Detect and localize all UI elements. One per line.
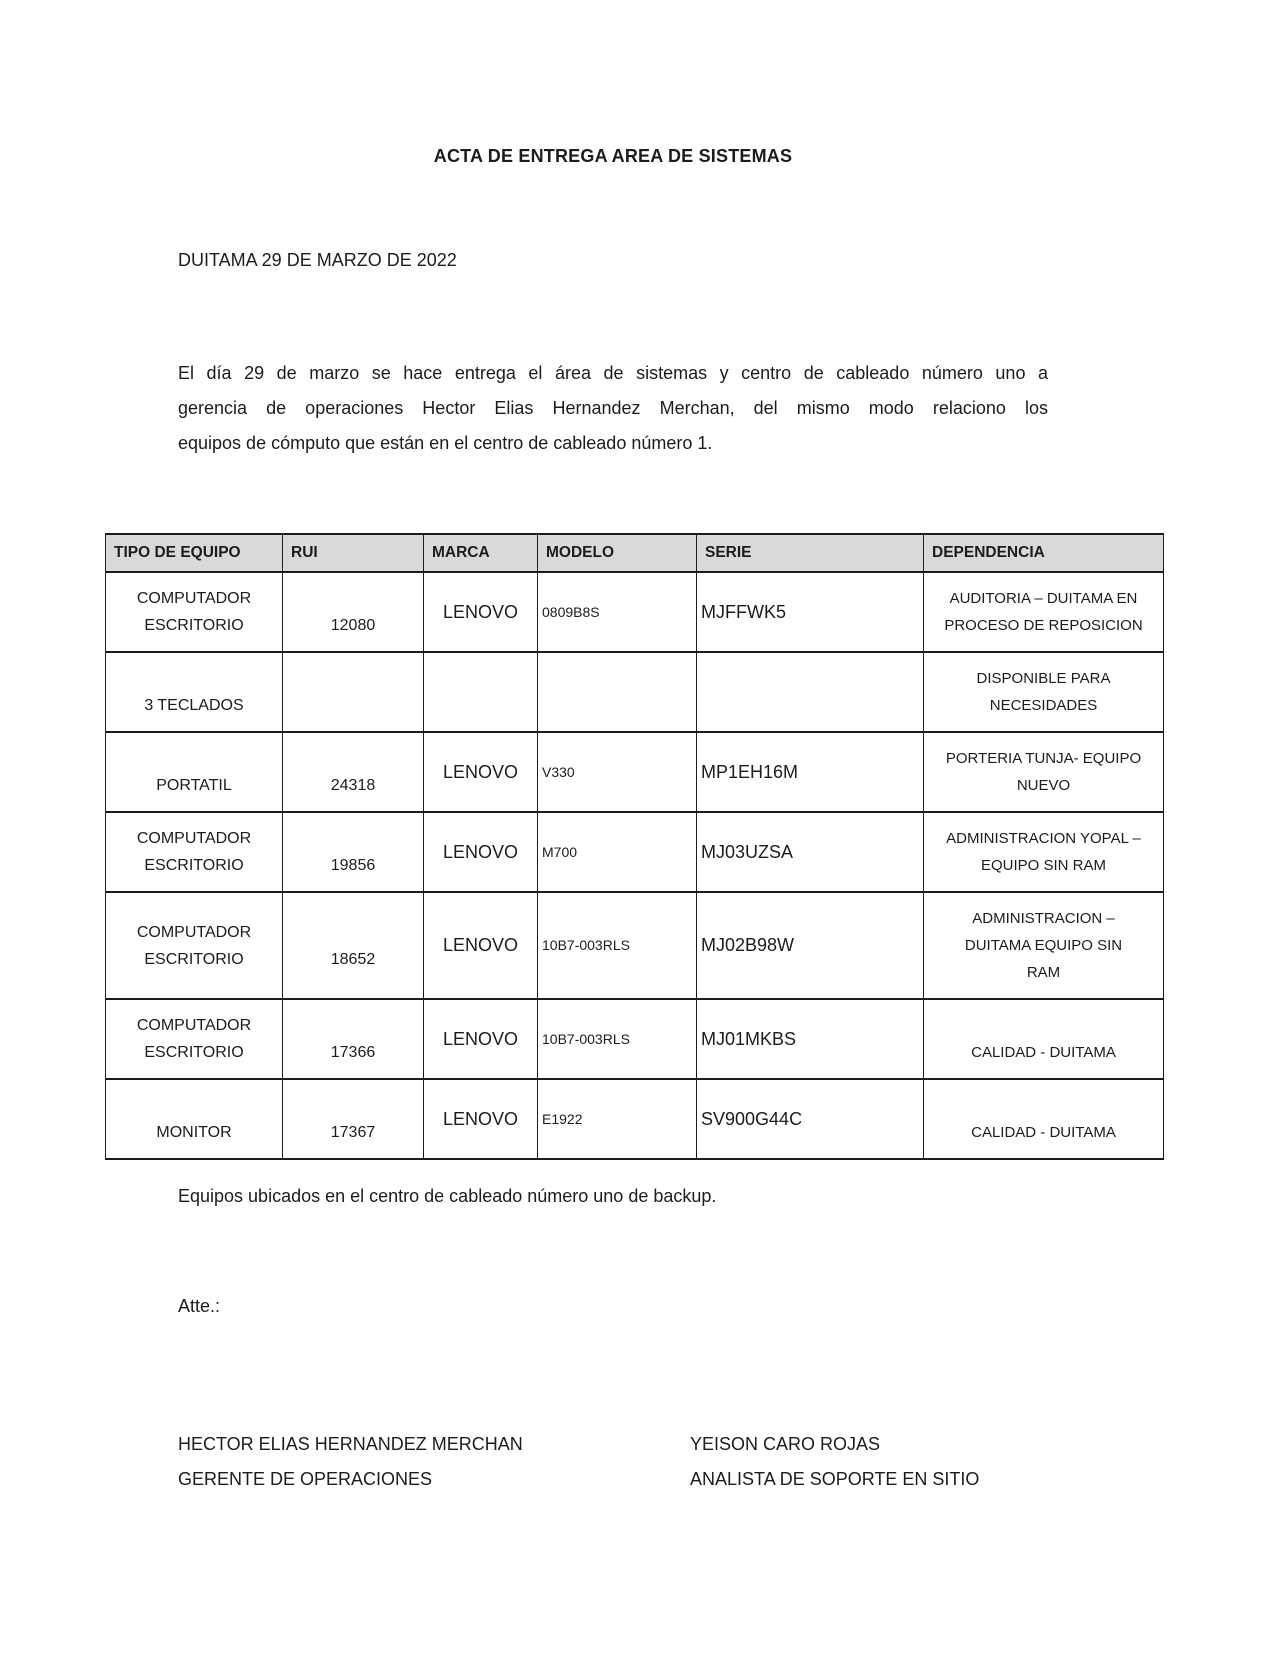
cell-line: ESCRITORIO — [144, 950, 244, 968]
cell-modelo — [538, 812, 697, 892]
cell-line: DUITAMA EQUIPO SIN — [964, 937, 1123, 954]
cell-line — [428, 679, 533, 706]
cell-line: NUEVO — [1016, 777, 1071, 794]
equipment-row — [106, 892, 1164, 999]
cell-line: COMPUTADOR — [136, 590, 252, 607]
paragraph-line: equipos de cómputo que están en el centro de cableado número 1. — [178, 433, 713, 453]
cell-line — [287, 665, 419, 692]
cell-line: MJ03UZSA — [701, 841, 794, 862]
cell-line: DISPONIBLE PARA — [976, 670, 1111, 687]
document-title: ACTA DE ENTREGA AREA DE SISTEMAS — [433, 146, 793, 166]
equipment-row — [106, 1079, 1164, 1159]
cell-line — [928, 1092, 1159, 1119]
column-header: MODELO — [538, 534, 697, 572]
cell-line: 3 TECLADOS — [144, 697, 244, 714]
cell-line — [287, 1012, 419, 1039]
cell-marca — [424, 892, 538, 999]
cell-line — [287, 825, 419, 852]
equipment-row — [106, 812, 1164, 892]
cell-line — [287, 692, 419, 719]
equipment-row — [106, 732, 1164, 812]
signature-name: YEISON CARO ROJAS — [690, 1434, 881, 1454]
cell-marca — [424, 812, 538, 892]
cell-serie — [697, 1079, 924, 1159]
cell-line: V330 — [542, 763, 575, 780]
cell-dependencia — [924, 812, 1164, 892]
cell-line: M700 — [542, 843, 578, 860]
cell-line: LENOVO — [442, 601, 519, 622]
cell-modelo — [538, 732, 697, 812]
cell-rui — [283, 999, 424, 1079]
cell-tipo — [106, 652, 283, 732]
cell-dependencia — [924, 652, 1164, 732]
cell-serie — [697, 572, 924, 652]
cell-line: COMPUTADOR — [136, 830, 252, 847]
cell-line: PORTERIA TUNJA- EQUIPO — [945, 750, 1142, 767]
cell-rui — [283, 892, 424, 999]
equipment-table-body — [106, 572, 1164, 1159]
cell-line: PROCESO DE REPOSICION — [944, 617, 1143, 634]
cell-rui — [283, 572, 424, 652]
cell-line: 17367 — [330, 1124, 376, 1141]
cell-line: EQUIPO SIN RAM — [980, 857, 1107, 874]
cell-rui — [283, 732, 424, 812]
cell-line: 12080 — [330, 617, 376, 634]
cell-line — [110, 665, 278, 692]
cell-line: LENOVO — [442, 761, 519, 782]
cell-line: 10B7-003RLS — [542, 937, 630, 953]
cell-dependencia — [924, 572, 1164, 652]
cell-marca — [424, 572, 538, 652]
cell-serie — [697, 892, 924, 999]
cell-line: RAM — [1026, 964, 1061, 981]
cell-dependencia — [924, 732, 1164, 812]
cell-line — [287, 919, 419, 946]
column-header: MARCA — [424, 534, 538, 572]
cell-marca — [424, 652, 538, 732]
cell-line — [287, 745, 419, 772]
signature-name: HECTOR ELIAS HERNANDEZ MERCHAN — [178, 1434, 523, 1454]
cell-serie — [697, 732, 924, 812]
cell-modelo — [538, 572, 697, 652]
cell-line: CALIDAD - DUITAMA — [971, 1044, 1116, 1061]
cell-serie — [697, 812, 924, 892]
equipment-table-wrapper — [105, 533, 1164, 1160]
cell-line: MONITOR — [156, 1124, 232, 1141]
cell-line — [287, 1092, 419, 1119]
cell-marca — [424, 732, 538, 812]
cell-line: MJ01MKBS — [701, 1028, 797, 1049]
equipment-row — [106, 652, 1164, 732]
cell-line: ADMINISTRACION YOPAL – — [946, 830, 1141, 847]
cell-line: 18652 — [330, 950, 376, 968]
cell-rui — [283, 652, 424, 732]
cell-line: 19856 — [330, 857, 376, 874]
cell-line: AUDITORIA – DUITAMA EN — [949, 590, 1138, 607]
cell-marca — [424, 999, 538, 1079]
date-line: DUITAMA 29 DE MARZO DE 2022 — [178, 250, 457, 270]
cell-modelo — [538, 1079, 697, 1159]
cell-line: CALIDAD - DUITAMA — [971, 1124, 1116, 1141]
cell-line: MJ02B98W — [701, 935, 795, 955]
cell-line: LENOVO — [442, 935, 519, 955]
cell-tipo — [106, 812, 283, 892]
cell-line: E1922 — [542, 1110, 583, 1127]
attention-label: Atte.: — [178, 1296, 221, 1316]
cell-line: ESCRITORIO — [144, 1044, 244, 1061]
cell-line: MJFFWK5 — [701, 601, 786, 622]
cell-line: COMPUTADOR — [136, 1017, 252, 1034]
cell-tipo — [106, 892, 283, 999]
signature-block-right — [690, 1427, 979, 1497]
cell-tipo — [106, 732, 283, 812]
cell-line — [110, 745, 278, 772]
signature-block-left — [178, 1427, 523, 1497]
cell-line: COMPUTADOR — [136, 923, 252, 941]
cell-line — [110, 1092, 278, 1119]
cell-rui — [283, 1079, 424, 1159]
cell-modelo — [538, 892, 697, 999]
cell-line: ESCRITORIO — [144, 857, 244, 874]
cell-tipo — [106, 1079, 283, 1159]
cell-line: 17366 — [330, 1044, 376, 1061]
equipment-table — [105, 533, 1164, 1160]
cell-dependencia — [924, 999, 1164, 1079]
cell-line — [542, 679, 692, 706]
signature-role: ANALISTA DE SOPORTE EN SITIO — [690, 1469, 980, 1489]
cell-line: ESCRITORIO — [144, 617, 244, 634]
column-header: TIPO DE EQUIPO — [106, 534, 283, 572]
cell-line: 24318 — [330, 777, 376, 794]
cell-line: 0809B8S — [542, 603, 600, 620]
cell-rui — [283, 812, 424, 892]
cell-modelo — [538, 652, 697, 732]
cell-line: SV900G44C — [701, 1108, 803, 1129]
cell-line: ADMINISTRACION – — [972, 910, 1115, 927]
cell-line — [701, 679, 919, 706]
equipment-header-row — [106, 534, 1164, 572]
cell-tipo — [106, 572, 283, 652]
cell-dependencia — [924, 892, 1164, 999]
cell-serie — [697, 652, 924, 732]
cell-line: LENOVO — [442, 1028, 519, 1049]
cell-line: 10B7-003RLS — [542, 1030, 630, 1047]
equipment-row — [106, 999, 1164, 1079]
cell-line — [928, 1012, 1159, 1039]
intro-paragraph — [178, 356, 1048, 461]
column-header: DEPENDENCIA — [924, 534, 1164, 572]
cell-line: LENOVO — [442, 1108, 519, 1129]
backup-note: Equipos ubicados en el centro de cableado número uno de backup. — [178, 1186, 717, 1206]
cell-modelo — [538, 999, 697, 1079]
cell-serie — [697, 999, 924, 1079]
cell-dependencia — [924, 1079, 1164, 1159]
cell-line: MP1EH16M — [701, 761, 799, 782]
cell-line: PORTATIL — [156, 777, 232, 794]
cell-tipo — [106, 999, 283, 1079]
equipment-row — [106, 572, 1164, 652]
column-header: RUI — [283, 534, 424, 572]
column-header: SERIE — [697, 534, 924, 572]
signature-role: GERENTE DE OPERACIONES — [178, 1469, 433, 1489]
paragraph-line: El día 29 de marzo se hace entrega el área de sistemas y centro de cableado número uno a — [178, 363, 1048, 383]
cell-line — [287, 585, 419, 612]
cell-marca — [424, 1079, 538, 1159]
paragraph-line: gerencia de operaciones Hector Elias Hernandez Merchan, del mismo modo relaciono los — [178, 398, 1048, 418]
cell-line: NECESIDADES — [989, 697, 1098, 714]
cell-line: LENOVO — [442, 841, 519, 862]
